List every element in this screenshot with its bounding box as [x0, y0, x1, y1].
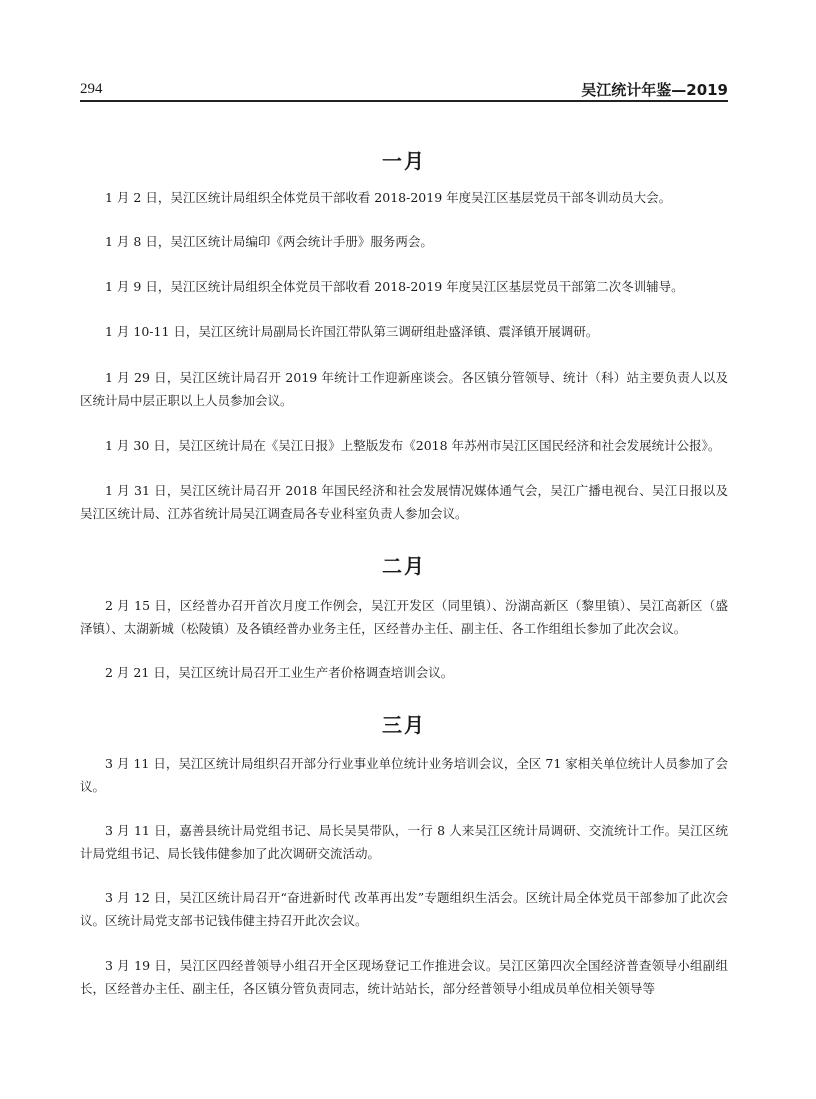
entry-paragraph: 1 月 29 日，吴江区统计局召开 2019 年统计工作迎新座谈会。各区镇分管领导、统计（科）站主要负责人以及区统计局中层正职以上人员参加会议。 [80, 370, 728, 408]
entry-paragraph: 3 月 19 日，吴江区四经普领导小组召开全区现场登记工作推进会议。吴江区第四次全国经济普查领导小组副组长，区经普办主任、副主任，各区镇分管负责同志，统计站站长，部分经普领导小组成员单位相关领导等 [80, 958, 728, 996]
page-number: 294 [80, 81, 103, 97]
entry-paragraph: 1 月 31 日，吴江区统计局召开 2018 年国民经济和社会发展情况媒体通气会，吴江广播电视台、吴江日报以及吴江区统计局、江苏省统计局吴江调查局各专业科室负责人参加会议。 [80, 483, 728, 521]
entry-paragraph: 3 月 11 日，吴江区统计局组织召开部分行业事业单位统计业务培训会议，全区 71 家相关单位统计人员参加了会议。 [80, 756, 728, 794]
entry-paragraph: 1 月 30 日，吴江区统计局在《吴江日报》上整版发布《2018 年苏州市吴江区国民经济和社会发展统计公报》。 [105, 438, 721, 453]
entry-paragraph: 1 月 2 日，吴江区统计局组织全体党员干部收看 2018-2019 年度吴江区基层党员干部冬训动员大会。 [105, 190, 672, 205]
entry-paragraph: 1 月 9 日，吴江区统计局组织全体党员干部收看 2018-2019 年度吴江区基层党员干部第二次冬训辅导。 [105, 279, 684, 294]
running-title: 吴江统计年鉴—2019 [581, 81, 728, 99]
page-header [80, 78, 728, 100]
entry-paragraph: 2 月 21 日，吴江区统计局召开工业生产者价格调查培训会议。 [105, 665, 454, 680]
entry-paragraph: 2 月 15 日，区经普办召开首次月度工作例会，吴江开发区（同里镇）、汾湖高新区（黎里镇）、吴江高新区（盛泽镇）、太湖新城（松陵镇）及各镇经普办业务主任，区经普办主任、副主任、各工作组组长参加了此次会议。 [80, 598, 728, 636]
section-title-january: 一月 [382, 149, 426, 173]
section-title-march: 三月 [382, 713, 426, 737]
header-divider [80, 100, 728, 102]
section-title-february: 二月 [382, 554, 426, 578]
entry-paragraph: 1 月 10-11 日，吴江区统计局副局长许国江带队第三调研组赴盛泽镇、震泽镇开展调研。 [105, 324, 599, 339]
entry-paragraph: 3 月 11 日，嘉善县统计局党组书记、局长吴昊带队，一行 8 人来吴江区统计局调研、交流统计工作。吴江区统计局党组书记、局长钱伟健参加了此次调研交流活动。 [80, 823, 728, 861]
entry-paragraph: 1 月 8 日，吴江区统计局编印《两会统计手册》服务两会。 [105, 234, 433, 249]
entry-paragraph: 3 月 12 日，吴江区统计局召开“奋进新时代 改革再出发”专题组织生活会。区统计局全体党员干部参加了此次会议。区统计局党支部书记钱伟健主持召开此次会议。 [80, 890, 728, 928]
